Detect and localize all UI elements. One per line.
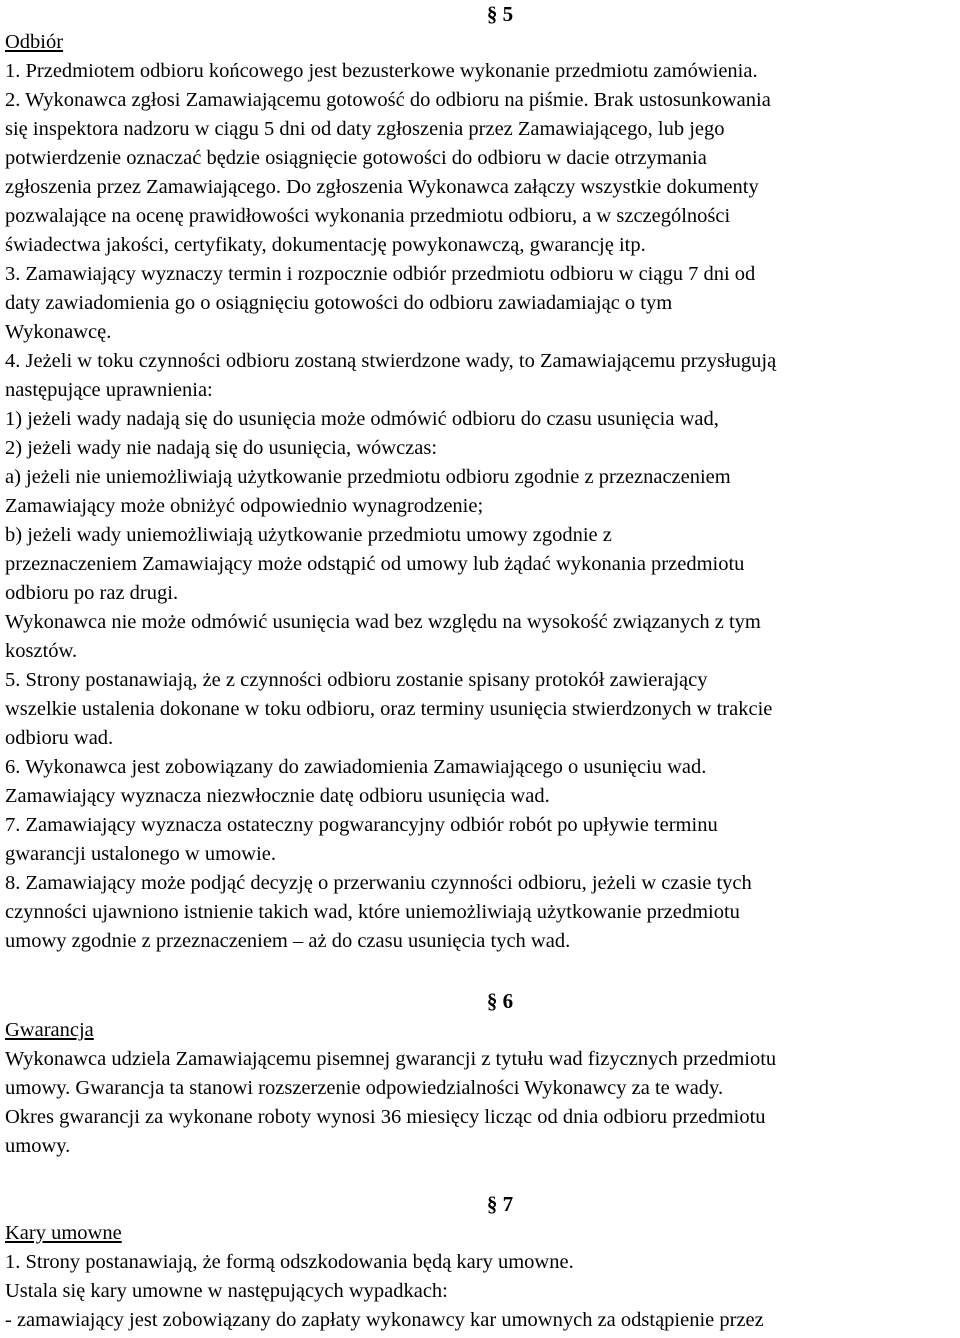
section-body: [5, 1045, 957, 1161]
text-line: zgłoszenia przez Zamawiającego. Do zgłoszenia Wykonawca załączy wszystkie dokumenty: [5, 176, 759, 198]
text-line: świadectwa jakości, certyfikaty, dokumentację powykonawczą, gwarancję itp.: [5, 234, 646, 256]
text-line: daty zawiadomienia go o osiągnięciu gotowości do odbioru zawiadamiając o tym: [5, 292, 673, 314]
text-line: następujące uprawnienia:: [5, 379, 213, 401]
text-line: 1. Przedmiotem odbioru końcowego jest bezusterkowe wykonanie przedmiotu zamówienia.: [5, 60, 758, 82]
text-line: 2) jeżeli wady nie nadają się do usunięcia, wówczas:: [5, 437, 438, 459]
text-line: Wykonawca nie może odmówić usunięcia wad bez względu na wysokość związanych z tym: [5, 611, 761, 633]
text-line: 7. Zamawiający wyznacza ostateczny pogwarancyjny odbiór robót po upływie terminu: [5, 814, 718, 836]
text-line: umowy.: [5, 1135, 71, 1157]
text-line: odbioru po raz drugi.: [5, 582, 179, 604]
text-line: Zamawiający może obniżyć odpowiednio wynagrodzenie;: [5, 495, 484, 517]
text-line: 3. Zamawiający wyznaczy termin i rozpocznie odbiór przedmiotu odbioru w ciągu 7 dni od: [5, 263, 756, 285]
text-line: Ustala się kary umowne w następujących wypadkach:: [5, 1280, 448, 1302]
text-line: potwierdzenie oznaczać będzie osiągnięcie gotowości do odbioru w dacie otrzymania: [5, 147, 707, 169]
section-title: Gwarancja: [5, 1019, 94, 1041]
text-line: umowy. Gwarancja ta stanowi rozszerzenie odpowiedzialności Wykonawcy za te wady.: [5, 1077, 724, 1099]
document-page: [5, 0, 957, 1335]
text-line: 8. Zamawiający może podjąć decyzję o przerwaniu czynności odbioru, jeżeli w czasie tych: [5, 872, 752, 894]
text-line: wszelkie ustalenia dokonane w toku odbioru, oraz terminy usunięcia stwierdzonych w trakcie: [5, 698, 773, 720]
text-line: Zamawiający wyznacza niezwłocznie datę odbioru usunięcia wad.: [5, 785, 550, 807]
text-line: odbioru wad.: [5, 727, 114, 749]
text-line: - zamawiający jest zobowiązany do zapłaty wykonawcy kar umownych za odstąpienie przez: [5, 1309, 764, 1331]
text-line: pozwalające na ocenę prawidłowości wykonania przedmiotu odbioru, a w szczególności: [5, 205, 731, 227]
text-line: 6. Wykonawca jest zobowiązany do zawiadomienia Zamawiającego o usunięciu wad.: [5, 756, 707, 778]
text-line: umowy zgodnie z przeznaczeniem – aż do czasu usunięcia tych wad.: [5, 930, 571, 952]
section-gap: [5, 1161, 957, 1189]
section-heading: § 7: [486, 1192, 514, 1216]
text-line: a) jeżeli nie uniemożliwiają użytkowanie przedmiotu odbioru zgodnie z przeznaczeniem: [5, 466, 731, 488]
text-line: kosztów.: [5, 640, 78, 662]
section-title: Odbiór: [5, 31, 64, 53]
text-line: Wykonawcę.: [5, 321, 112, 343]
section-5: [5, 0, 957, 956]
section-6: [5, 986, 957, 1161]
text-line: b) jeżeli wady uniemożliwiają użytkowanie przedmiotu umowy zgodnie z: [5, 524, 612, 546]
section-gap: [5, 956, 957, 986]
text-line: przeznaczeniem Zamawiający może odstąpić od umowy lub żądać wykonania przedmiotu: [5, 553, 745, 575]
text-line: Wykonawca udziela Zamawiającemu pisemnej gwarancji z tytułu wad fizycznych przedmiotu: [5, 1048, 777, 1070]
section-body: [5, 57, 957, 956]
text-line: Okres gwarancji za wykonane roboty wynosi 36 miesięcy licząc od dnia odbioru przedmiotu: [5, 1106, 766, 1128]
text-line: czynności ujawniono istnienie takich wad, które uniemożliwiają użytkowanie przedmiotu: [5, 901, 740, 923]
section-heading: § 6: [486, 989, 514, 1013]
section-heading: § 5: [486, 2, 514, 26]
text-line: 4. Jeżeli w toku czynności odbioru zostaną stwierdzone wady, to Zamawiającemu przysługują: [5, 350, 777, 372]
text-line: się inspektora nadzoru w ciągu 5 dni od daty zgłoszenia przez Zamawiającego, lub jego: [5, 118, 725, 140]
text-line: 2. Wykonawca zgłosi Zamawiającemu gotowość do odbioru na piśmie. Brak ustosunkowania: [5, 89, 771, 111]
text-line: 1) jeżeli wady nadają się do usunięcia może odmówić odbioru do czasu usunięcia wad,: [5, 408, 719, 430]
text-line: gwarancji ustalonego w umowie.: [5, 843, 276, 865]
section-7: [5, 1189, 957, 1335]
text-line: 5. Strony postanawiają, że z czynności odbioru zostanie spisany protokół zawierający: [5, 669, 708, 691]
text-line: 1. Strony postanawiają, że formą odszkodowania będą kary umowne.: [5, 1251, 574, 1273]
section-title: Kary umowne: [5, 1222, 122, 1244]
section-body: [5, 1248, 957, 1335]
